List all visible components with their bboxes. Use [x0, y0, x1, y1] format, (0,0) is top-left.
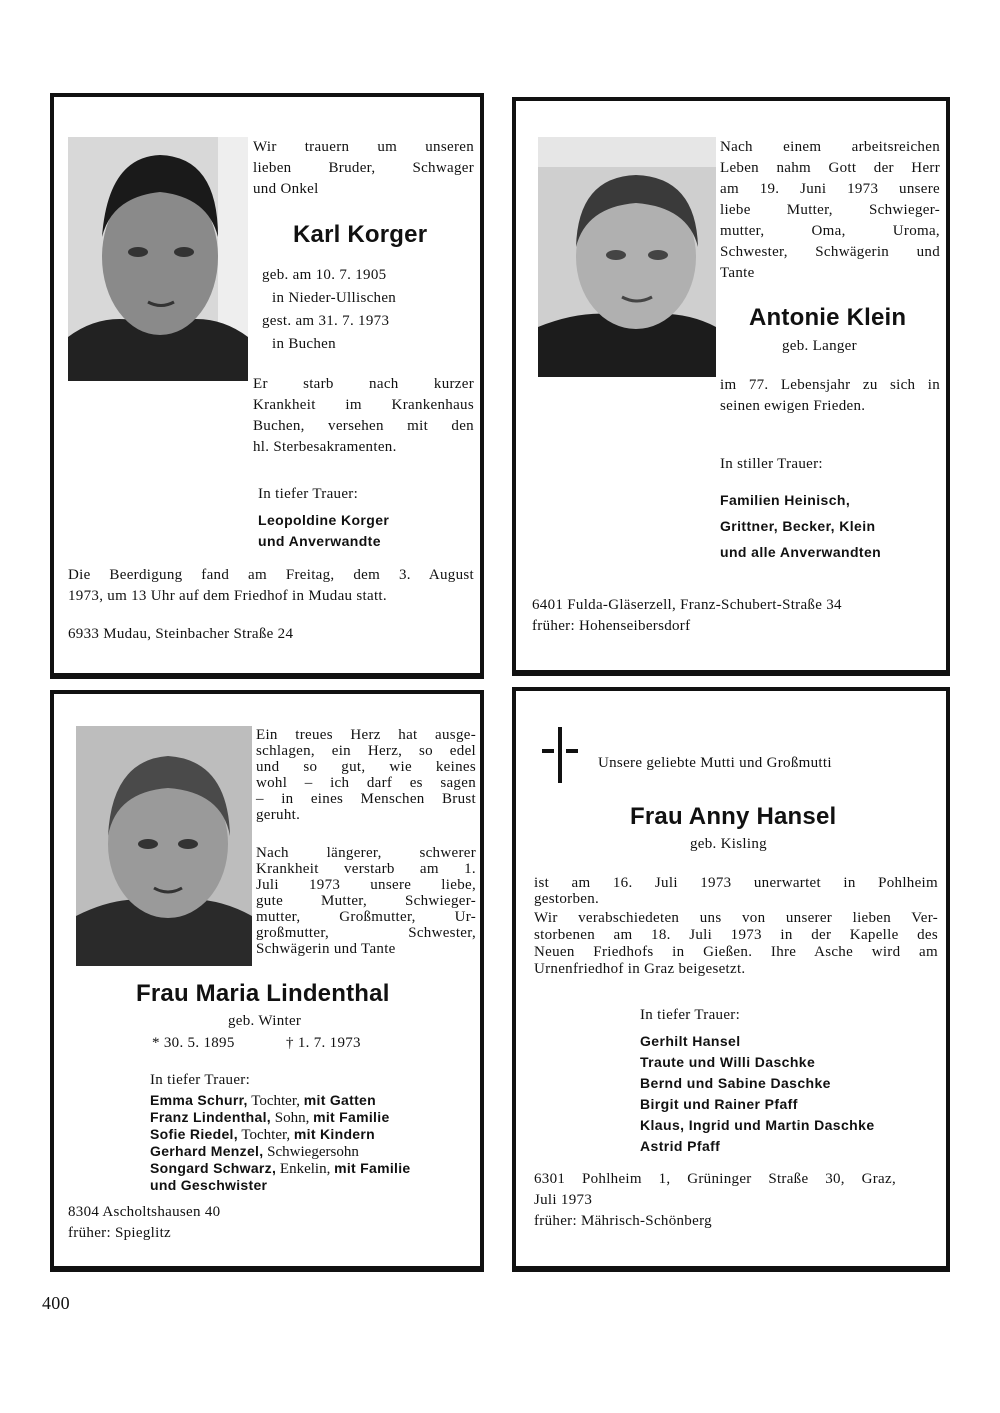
mourner-name: mit Kindern [293, 1126, 375, 1142]
mourner-name: mit Familie [313, 1109, 390, 1125]
body-line: großmutter, Schwester, [256, 925, 476, 941]
address: 8304 Ascholtshausen 40 [68, 1204, 221, 1220]
body-line: Neuen Friedhofs in Gießen. Ihre Asche wird am [534, 944, 938, 960]
body-line: Krankheit verstarb am 1. [256, 861, 476, 877]
mourner-name: Emma Schurr, [150, 1092, 248, 1108]
former-address: früher: Hohenseibersdorf [532, 618, 691, 634]
intro-line: Unsere geliebte Mutti und Großmutti [598, 755, 832, 771]
body-line: Schwägerin und Tante [256, 941, 396, 957]
mourner: Familien Heinisch, [720, 492, 851, 508]
cross-icon [540, 727, 580, 783]
intro-line: Nach einem arbeitsreichen [720, 139, 940, 155]
mourner-name: Songard Schwarz, [150, 1160, 277, 1176]
mourner: Klaus, Ingrid und Martin Daschke [640, 1117, 875, 1133]
mourner-name: Sofie Riedel, [150, 1126, 238, 1142]
mourner [150, 1177, 411, 1194]
intro-line: und Onkel [253, 181, 319, 197]
mourner: Bernd und Sabine Daschke [640, 1075, 831, 1091]
intro-line: wohl – ich darf es sagen [256, 775, 476, 791]
intro-line: lieben Bruder, Schwager [253, 160, 474, 176]
birth-place: in Nieder-Ullischen [272, 290, 397, 306]
mourning-label: In tiefer Trauer: [258, 486, 359, 502]
address-date: Juli 1973 [534, 1192, 593, 1208]
body-line: seinen ewigen Frieden. [720, 398, 866, 414]
deceased-name: Karl Korger [293, 221, 428, 248]
mourner [150, 1160, 411, 1177]
mourner: Gerhilt Hansel [640, 1033, 741, 1049]
mourner: Traute und Willi Daschke [640, 1054, 816, 1070]
mourner: Astrid Pfaff [640, 1138, 721, 1154]
former-address: früher: Spieglitz [68, 1225, 171, 1241]
mourner: und alle Anverwandten [720, 544, 882, 560]
intro-line: am 19. Juni 1973 unsere [720, 181, 940, 197]
mourner-relation: Schwiegersohn [263, 1144, 359, 1160]
intro-line: Tante [720, 265, 755, 281]
address: 6933 Mudau, Steinbacher Straße 24 [68, 626, 294, 642]
intro-line: Schwester, Schwägerin und [720, 244, 940, 260]
intro-line: – in eines Menschen Brust [256, 791, 476, 807]
mourner [150, 1143, 411, 1160]
body-line: Wir verabschiedeten uns von unserer lieben Ver- [534, 910, 938, 926]
body-line: ist am 16. Juli 1973 unerwartet in Pohlheim [534, 875, 938, 891]
birth-date: * 30. 5. 1895 [152, 1035, 235, 1051]
maiden-name: geb. Winter [228, 1013, 302, 1029]
body-line: Buchen, versehen mit den [253, 418, 474, 434]
mourning-label: In tiefer Trauer: [640, 1007, 741, 1023]
intro-line: Wir trauern um unseren [253, 139, 474, 155]
deceased-name: Frau Maria Lindenthal [136, 980, 390, 1007]
address: 6401 Fulda-Gläserzell, Franz-Schubert-Straße 34 [532, 597, 842, 613]
mourner-relation: Sohn, [271, 1110, 314, 1126]
body-line: storbenen am 18. Juli 1973 in der Kapelle des [534, 927, 938, 943]
mourner [150, 1109, 411, 1126]
mourning-label: In stiller Trauer: [720, 456, 823, 472]
mourner: und Anverwandte [258, 533, 381, 549]
body-line: Urnenfriedhof in Graz beigesetzt. [534, 961, 746, 977]
body-line: Nach längerer, schwerer [256, 845, 476, 861]
intro-line: schlagen, ein Herz, so edel [256, 743, 476, 759]
portrait-photo [538, 137, 716, 377]
body-line: gute Mutter, Schwieger- [256, 893, 476, 909]
maiden-name: geb. Kisling [690, 836, 767, 852]
mourner: Birgit und Rainer Pfaff [640, 1096, 798, 1112]
former-address: früher: Mährisch-Schönberg [534, 1213, 712, 1229]
body-line: Juli 1973 unsere liebe, [256, 877, 476, 893]
portrait-photo [68, 137, 248, 381]
body-line: Er starb nach kurzer [253, 376, 474, 392]
death-date: gest. am 31. 7. 1973 [262, 313, 390, 329]
body-line: im 77. Lebensjahr zu sich in [720, 377, 940, 393]
death-place: in Buchen [272, 336, 336, 352]
deceased-name: Frau Anny Hansel [630, 803, 837, 830]
mourner-relation: Enkelin, [276, 1161, 335, 1177]
body-line: gestorben. [534, 891, 600, 907]
intro-line: Ein treues Herz hat ausge- [256, 727, 476, 743]
body-line: Krankheit im Krankenhaus [253, 397, 474, 413]
page-number: 400 [42, 1293, 70, 1313]
mourner-relation: Tochter, [237, 1127, 294, 1143]
obituary-antonie-klein [512, 97, 950, 676]
deceased-name: Antonie Klein [749, 304, 907, 331]
funeral-info: Die Beerdigung fand am Freitag, dem 3. August [68, 567, 474, 583]
mourner: Leopoldine Korger [258, 512, 390, 528]
maiden-name: geb. Langer [782, 338, 857, 354]
mourner-name: mit Gatten [303, 1092, 376, 1108]
mourner-name: Gerhard Menzel, [150, 1143, 264, 1159]
mourner-list [150, 1092, 411, 1194]
intro-line: liebe Mutter, Schwieger- [720, 202, 940, 218]
obituary-karl-korger [50, 93, 484, 679]
mourner: Grittner, Becker, Klein [720, 518, 876, 534]
mourner-name: und Geschwister [150, 1177, 268, 1193]
portrait-photo [76, 726, 252, 966]
body-line: mutter, Großmutter, Ur- [256, 909, 476, 925]
mourner [150, 1092, 411, 1109]
intro-line: geruht. [256, 807, 301, 823]
birth-date: geb. am 10. 7. 1905 [262, 267, 387, 283]
death-date: † 1. 7. 1973 [286, 1035, 361, 1051]
obituary-maria-lindenthal [50, 690, 484, 1272]
intro-line: und so gut, wie keines [256, 759, 476, 775]
mourner-name: Franz Lindenthal, [150, 1109, 271, 1125]
mourner [150, 1126, 411, 1143]
mourning-label: In tiefer Trauer: [150, 1072, 251, 1088]
obituary-anny-hansel [512, 687, 950, 1272]
body-line: hl. Sterbesakramenten. [253, 439, 397, 455]
intro-line: Leben nahm Gott der Herr [720, 160, 940, 176]
mourner-name: mit Familie [334, 1160, 411, 1176]
intro-line: mutter, Oma, Uroma, [720, 223, 940, 239]
address: 6301 Pohlheim 1, Grüninger Straße 30, Graz, [534, 1171, 896, 1187]
mourner-relation: Tochter, [247, 1093, 304, 1109]
funeral-info: 1973, um 13 Uhr auf dem Friedhof in Mudau statt. [68, 588, 387, 604]
